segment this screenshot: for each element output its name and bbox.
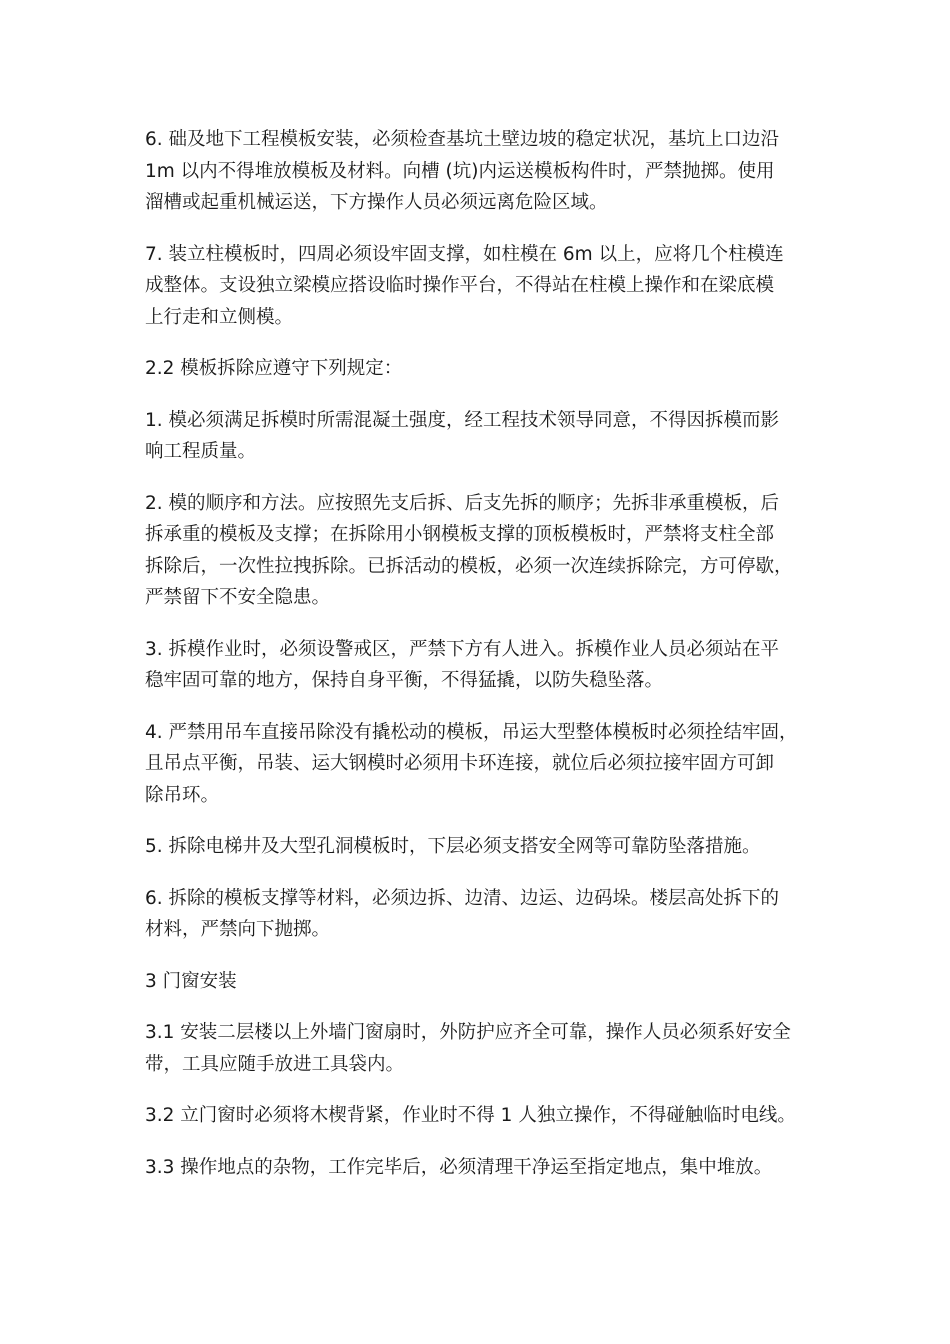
- paragraph-door-window-3-3: 3.3 操作地点的杂物，工作完毕后，必须清理干净运至指定地点，集中堆放。: [145, 1156, 773, 1178]
- paragraph-door-window-3-2: 3.2 立门窗时必须将木楔背紧，作业时不得 1 人独立操作，不得碰触临时电线。: [145, 1105, 796, 1126]
- paragraph-removal-5: 5. 拆除电梯井及大型孔洞模板时，下层必须支搭安全网等可靠防坠落措施。: [145, 836, 761, 857]
- paragraph-formwork-7: 7. 装立柱模板时，四周必须设牢固支撑，如柱模在 6m 以上，应将几个柱模连 成整体。支设独立梁模应搭设临时操作平台，不得站在柱模上操作和在梁底模 上行走和立侧模。: [145, 243, 784, 328]
- paragraph-formwork-6: 6. 础及地下工程模板安装，必须检查基坑土壁边坡的稳定状况，基坑上口边沿 1m 以内不得堆放模板及材料。向槽 (坑)内运送模板构件时，严禁抛掷。使用 溜槽或起重机械运送，下方操作人员必须远离危险区域。: [145, 129, 780, 213]
- paragraph-removal-6: 6. 拆除的模板支撑等材料，必须边拆、边清、边运、边码垛。楼层高处拆下的 材料，严禁向下抛掷。: [145, 887, 780, 940]
- document-body: [145, 124, 810, 1203]
- paragraph-removal-3: 3. 拆模作业时，必须设警戒区，严禁下方有人进入。拆模作业人员必须站在平 稳牢固可靠的地方，保持自身平衡，不得猛撬，以防失稳坠落。: [145, 638, 780, 691]
- paragraph-door-window-3-1: 3.1 安装二层楼以上外墙门窗扇时，外防护应齐全可靠，操作人员必须系好安全 带，工具应随手放进工具袋内。: [145, 1022, 791, 1075]
- section-heading-2-2: 2.2 模板拆除应遵守下列规定：: [145, 358, 403, 379]
- paragraph-removal-4: 4. 严禁用吊车直接吊除没有撬松动的模板，吊运大型整体模板时必须拴结牢固， 且吊点平衡，吊装、运大钢模时必须用卡环连接，就位后必须拉接牢固方可卸 除吊环。: [145, 721, 798, 806]
- paragraph-removal-1: 1. 模必须满足拆模时所需混凝土强度，经工程技术领导同意，不得因拆模而影 响工程质量。: [145, 409, 780, 462]
- paragraph-removal-2: 2. 模的顺序和方法。应按照先支后拆、后支先拆的顺序；先拆非承重模板，后 拆承重的模板及支撑；在拆除用小钢模板支撑的顶板模板时，严禁将支柱全部 拆除后，一次性拉拽拆除。已拆活动的模板，必须一次连续拆除完，方可停歇， 严禁留下不安全隐患。: [145, 492, 793, 608]
- section-heading-3: 3 门窗安装: [145, 970, 237, 992]
